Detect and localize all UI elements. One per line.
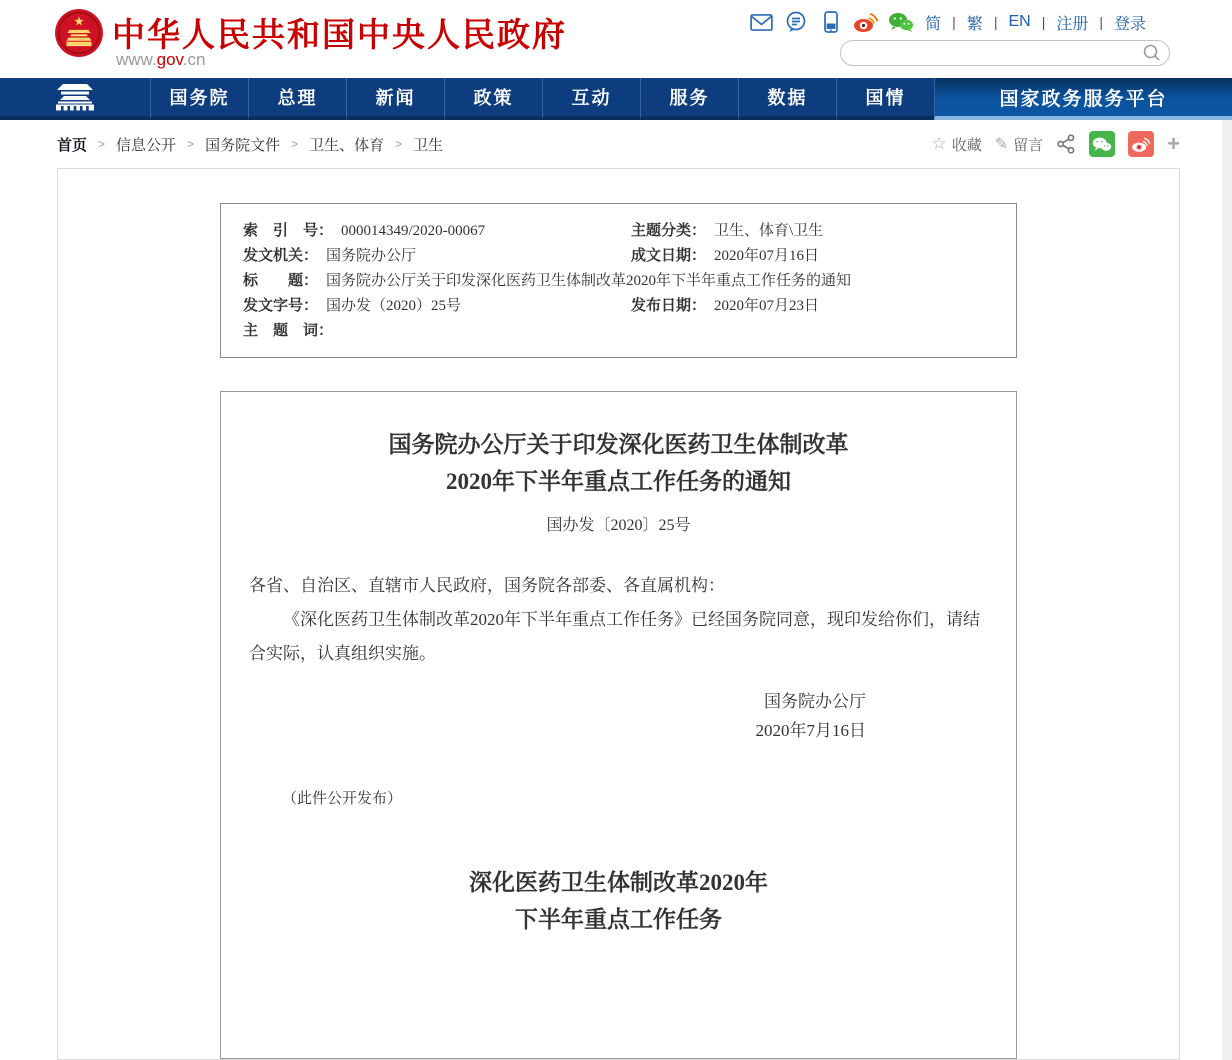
nav-item-gov-service-platform[interactable]: 国家政务服务平台 [934, 78, 1232, 120]
meta-title-label: 标 题： [243, 273, 319, 289]
breadcrumb-separator: > [98, 137, 106, 151]
nav-item-interaction[interactable]: 互动 [542, 78, 640, 120]
meta-publish-date-label: 发布日期： [631, 298, 707, 314]
nav-item-data[interactable]: 数据 [738, 78, 836, 120]
header-quick-links [748, 10, 1148, 34]
meta-category-label: 主题分类： [631, 223, 707, 239]
breadcrumb-state-council-docs[interactable]: 国务院文件 [205, 136, 281, 154]
meta-row [243, 219, 1006, 244]
lang-separator: | [952, 14, 956, 30]
share-button[interactable] [1056, 134, 1076, 154]
pencil-icon: ✎ [994, 136, 1009, 153]
weibo-icon [1131, 136, 1151, 153]
login-link[interactable]: 登录 [1113, 15, 1146, 33]
nav-item-news[interactable]: 新闻 [346, 78, 444, 120]
breadcrumb [57, 134, 443, 155]
register-link[interactable]: 注册 [1056, 15, 1089, 33]
breadcrumb-row [0, 120, 1222, 168]
nav-item-policies[interactable]: 政策 [444, 78, 542, 120]
meta-written-date-label: 成文日期： [631, 248, 707, 264]
comment-button[interactable] [995, 134, 1043, 155]
tiananmen-icon [51, 83, 99, 111]
meta-publish-date-value: 2020年07月23日 [714, 298, 820, 314]
document-meta-table [220, 203, 1017, 358]
meta-row [243, 244, 1006, 269]
document-title [249, 426, 988, 500]
public-release-note: （此件公开发布） [282, 791, 403, 807]
document-title-line2: 2020年下半年重点工作任务的通知 [446, 469, 791, 494]
document-container [57, 168, 1180, 1060]
breadcrumb-health-sports[interactable]: 卫生、体育 [309, 136, 385, 154]
share-weibo-button[interactable] [1128, 131, 1154, 157]
site-url-suffix: .cn [182, 50, 206, 69]
signature-block [249, 687, 988, 745]
breadcrumb-info-disclosure[interactable]: 信息公开 [116, 136, 177, 154]
attachment-title [249, 864, 988, 938]
meta-written-date-value: 2020年07月16日 [714, 248, 820, 264]
weibo-icon[interactable] [853, 10, 879, 34]
breadcrumb-separator: > [187, 137, 195, 151]
wechat-icon [1092, 136, 1112, 153]
site-url [116, 50, 205, 70]
meta-category-value: 卫生、体育\卫生 [714, 223, 824, 239]
svg-text:★: ★ [73, 14, 85, 29]
share-nodes-icon [1056, 134, 1076, 154]
attachment-title-line1: 深化医药卫生体制改革2020年 [469, 870, 768, 895]
search-input[interactable] [840, 40, 1170, 66]
search-box [840, 40, 1170, 66]
breadcrumb-separator: > [395, 137, 403, 151]
meta-index-label: 索 引 号： [243, 223, 334, 239]
page-tools [931, 131, 1180, 157]
meta-index-value: 000014349/2020-00067 [341, 223, 486, 239]
nav-item-services[interactable]: 服务 [640, 78, 738, 120]
national-emblem-logo[interactable] [54, 8, 104, 58]
wechat-icon[interactable] [888, 10, 914, 34]
lang-english[interactable]: EN [1008, 13, 1031, 30]
mobile-icon[interactable] [818, 10, 844, 34]
lang-separator: | [1041, 14, 1046, 30]
national-emblem-icon [54, 8, 104, 58]
lang-simplified[interactable]: 简 [925, 15, 942, 33]
lang-separator: | [993, 14, 998, 30]
nav-home[interactable] [0, 78, 150, 120]
comment-label: 留言 [1013, 136, 1044, 154]
favorite-button[interactable] [931, 134, 981, 155]
more-share-button[interactable]: + [1167, 131, 1180, 156]
breadcrumb-health[interactable]: 卫生 [413, 136, 444, 154]
nav-item-premier[interactable]: 总理 [248, 78, 346, 120]
meta-issuer-label: 发文机关： [243, 248, 319, 264]
sign-date: 2020年7月16日 [755, 721, 866, 740]
document-number: 国办发〔2020〕25号 [546, 517, 691, 534]
meta-doc-number-value: 国办发（2020）25号 [326, 298, 462, 314]
meta-doc-number-label: 发文字号： [243, 298, 319, 314]
meta-row [243, 294, 1006, 319]
nav-item-state-council[interactable]: 国务院 [150, 78, 248, 120]
document-paragraph: 《深化医药卫生体制改革2020年下半年重点工作任务》已经国务院同意，现印发给你们，请结合实际，认真组织实施。 [249, 610, 980, 663]
meta-row [243, 319, 1006, 344]
message-icon[interactable] [783, 10, 809, 34]
breadcrumb-separator: > [291, 137, 299, 151]
main-nav [0, 78, 1232, 120]
meta-issuer-value: 国务院办公厅 [326, 248, 417, 264]
page-body [0, 120, 1222, 1060]
lang-traditional[interactable]: 繁 [966, 15, 983, 33]
attachment-title-line2: 下半年重点工作任务 [515, 907, 722, 932]
breadcrumb-home[interactable]: 首页 [57, 136, 88, 154]
site-title[interactable]: 中华人民共和国中央人民政府 [112, 16, 567, 53]
nav-item-state-info[interactable]: 国情 [836, 78, 934, 120]
favorite-label: 收藏 [951, 136, 982, 154]
meta-row-title [243, 269, 1006, 294]
lang-separator: | [1099, 14, 1103, 30]
document-salutation: 各省、自治区、直辖市人民政府，国务院各部委、各直属机构： [249, 576, 725, 595]
document-content [220, 391, 1017, 1059]
meta-keywords-label: 主 题 词： [243, 323, 334, 339]
share-wechat-button[interactable] [1089, 131, 1115, 157]
signer: 国务院办公厅 [764, 692, 866, 711]
star-icon: ☆ [931, 134, 947, 153]
mail-icon[interactable] [748, 10, 774, 34]
document-title-line1: 国务院办公厅关于印发深化医药卫生体制改革 [388, 432, 849, 457]
site-url-prefix: www. [116, 50, 157, 69]
site-header [0, 0, 1232, 78]
meta-title-value: 国务院办公厅关于印发深化医药卫生体制改革2020年下半年重点工作任务的通知 [326, 273, 852, 289]
site-url-gov: gov [156, 50, 183, 69]
search-icon[interactable] [1143, 44, 1161, 67]
